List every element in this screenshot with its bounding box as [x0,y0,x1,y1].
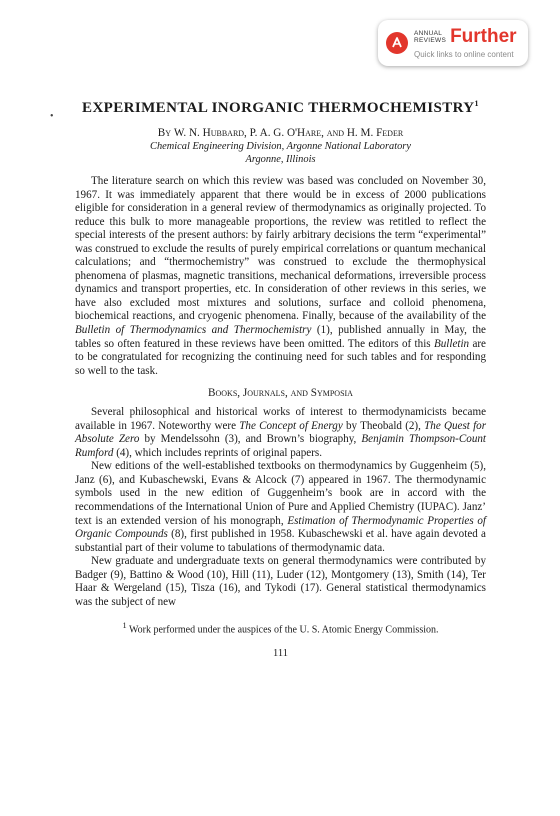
section-heading: Books, Journals, and Symposia [208,387,353,400]
badge-further-text: Further [450,26,517,47]
badge-annual-text: ANNUAL [414,30,443,37]
s1p1-text-c: by Mendelssohn (3), and Brown’s biography, [139,433,362,446]
affiliation-line-1: Chemical Engineering Division, Argonne National Laboratory [150,141,411,152]
badge-reviews-text: REVIEWS [414,37,447,44]
author-names: W. N. Hubbard, P. A. G. O'Hare, and H. M. Feder [173,127,404,139]
book-title-concept-of-energy: The Concept of Energy [239,419,343,432]
intro-paragraph [75,175,486,378]
s1p1-text-a: Several philosophical and historical works of interest to thermodynamicists became available in 1967. Noteworthy were [75,406,486,432]
affiliation-line-2: Argonne, Illinois [245,154,316,165]
logo-mark-icon [390,36,404,50]
further-quick-links-button[interactable] [378,20,528,66]
s1p2-text-b: (8), first published in 1958. Kubaschewski et al. have again devoted a substantial part of their volume to tabulations of thermodynamic data. [75,528,486,554]
bulletin-title-link: Bulletin of Thermodynamics and Thermochemistry [75,324,312,337]
intro-text-c: are to be congratulated for recognizing the continuing need for such tables and for responding so well to the task. [75,337,486,377]
page-number: 111 [273,647,288,659]
title-footnote-marker: 1 [474,99,479,108]
further-brand [414,27,517,59]
footnote-text: Work performed under the auspices of the U. S. Atomic Energy Commission. [126,624,439,636]
margin-mark: • [50,111,54,122]
intro-text-a: The literature search on which this review was based was concluded on November 30, 1967. It was immediately apparent that there would be in excess of 2000 publications eligible for consideration in a general review of thermodynamics as originally projected. To reduce this bulk to more manageable proportions, the review was retitled to reflect the special interests of the present authors: by fairly arbitrary decisions the term “experimental” was construed to exclude the results of purely empirical correlations or quantum mechanical calculations; and “thermochemistry” was construed to exclude the thermophysical phenomena of plasmas, magnetic transitions, mechanical deformations, irreversible process dynamics and transport properties, etc. In consideration of other reviews in this series, we have also excluded most mixtures and solutions, surface and colloid phenomena, biochemical reactions, and cryogenic phenomena. Finally, because of the availability of the [75,175,486,323]
book-title-rumford: Benjamin Thompson-Count Rumford [75,433,486,459]
intro-text-b: (1), published annually in May, the tables so often featured in these reviews have been omitted. The editors of this [75,324,486,350]
book-title-quest-absolute-zero: The Quest for Absolute Zero [75,419,487,446]
s1p1-text-b: by Theobald (2), [342,419,425,432]
annual-reviews-logo-icon [386,32,408,54]
badge-subtitle: Quick links to online content [414,50,514,59]
section-paragraph-2 [75,460,486,555]
section-paragraph-1 [75,406,486,460]
author-line [75,126,486,140]
book-title-estimation: Estimation of Thermodynamic Properties of Organic Compounds [75,514,486,541]
footnote [75,620,486,636]
s1p1-text-d: (4), which includes reprints of original papers. [113,446,322,459]
s1p2-text-a: New editions of the well-established textbooks on thermodynamics by Guggenheim (5), Janz (6), and Kubaschewski, Evans & Alcock (7) appeared in 1967. The thermodynamic symbols used in the new edition of Guggenheim’s book are in accord with the recommendations of the International Union of Pure and Applied Chemistry (IUPAC). Janz’ text is an extended version of his monograph, [75,460,486,527]
article-title [75,95,486,117]
section-paragraph-3: New graduate and undergraduate texts on general thermodynamics were contributed by Badger (9), Battino & Wood (10), Hill (11), Luder (12), Montgomery (13), Smith (14), Ter Haar & Wergeland (15), Tisza (16), and Tykodi (17). General statistical thermodynamics was the subject of new [75,555,486,608]
authors-by: By [157,127,172,139]
article-page [75,95,486,659]
footnote-marker: 1 [122,621,127,631]
bulletin-short-title: Bulletin [433,337,470,350]
title-text: EXPERIMENTAL INORGANIC THERMOCHEMISTRY [82,100,475,116]
